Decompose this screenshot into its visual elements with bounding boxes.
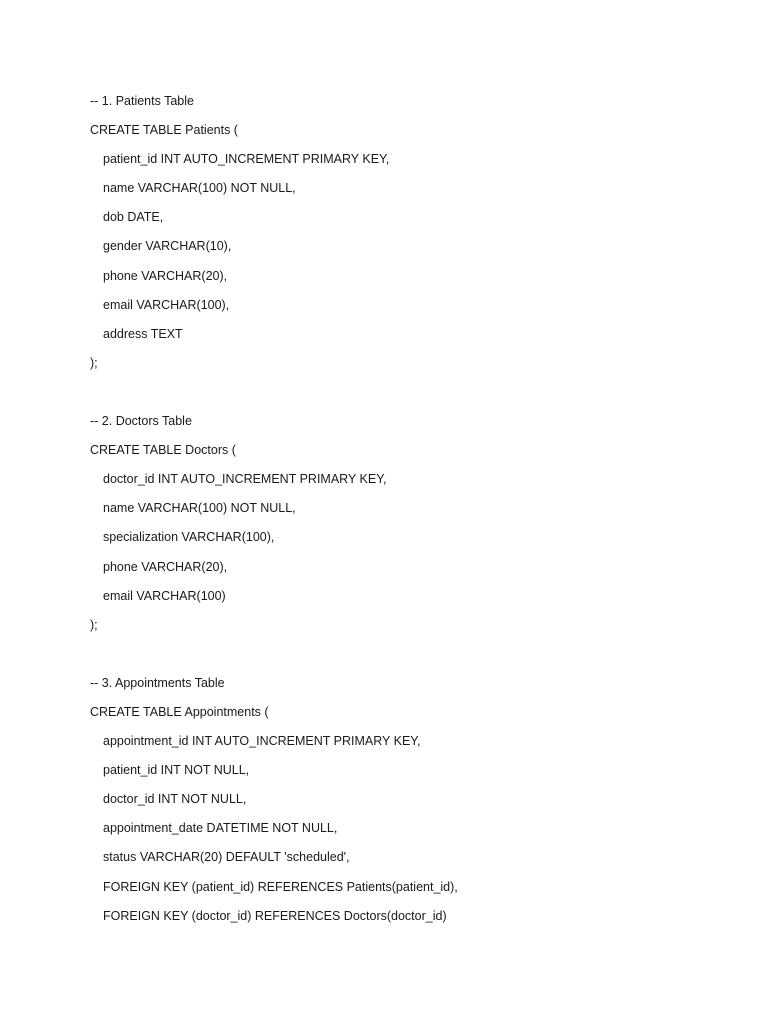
code-line: dob DATE, — [103, 210, 164, 225]
code-line: CREATE TABLE Appointments ( — [90, 704, 269, 719]
code-line: email VARCHAR(100) — [103, 588, 226, 603]
code-line: doctor_id INT NOT NULL, — [103, 792, 247, 807]
code-line: specialization VARCHAR(100), — [103, 530, 275, 545]
blank-line — [90, 644, 730, 673]
code-line: patient_id INT AUTO_INCREMENT PRIMARY KEY, — [103, 152, 390, 167]
code-line: status VARCHAR(20) DEFAULT 'scheduled', — [103, 850, 350, 865]
code-line: gender VARCHAR(10), — [103, 239, 232, 254]
code-line: FOREIGN KEY (patient_id) REFERENCES Patients(patient_id), — [103, 879, 458, 894]
code-line: phone VARCHAR(20), — [103, 559, 228, 574]
code-line: doctor_id INT AUTO_INCREMENT PRIMARY KEY, — [103, 472, 387, 487]
code-line: appointment_date DATETIME NOT NULL, — [103, 821, 338, 836]
code-line: ); — [90, 617, 98, 632]
blank-line — [90, 382, 730, 411]
code-line: -- 1. Patients Table — [90, 94, 194, 108]
code-line: FOREIGN KEY (doctor_id) REFERENCES Doctors(doctor_id) — [103, 908, 447, 923]
code-line: CREATE TABLE Patients ( — [90, 123, 238, 138]
code-line: email VARCHAR(100), — [103, 297, 230, 312]
code-line: address TEXT — [103, 326, 183, 341]
code-line: name VARCHAR(100) NOT NULL, — [103, 501, 296, 516]
code-line: -- 2. Doctors Table — [90, 414, 192, 429]
document-page — [90, 91, 730, 935]
code-line: patient_id INT NOT NULL, — [103, 763, 250, 778]
code-line: phone VARCHAR(20), — [103, 268, 228, 283]
code-line: name VARCHAR(100) NOT NULL, — [103, 181, 296, 196]
code-line: ); — [90, 355, 98, 370]
code-line: CREATE TABLE Doctors ( — [90, 443, 236, 458]
code-line: appointment_id INT AUTO_INCREMENT PRIMARY KEY, — [103, 734, 421, 749]
code-line: -- 3. Appointments Table — [90, 675, 225, 690]
